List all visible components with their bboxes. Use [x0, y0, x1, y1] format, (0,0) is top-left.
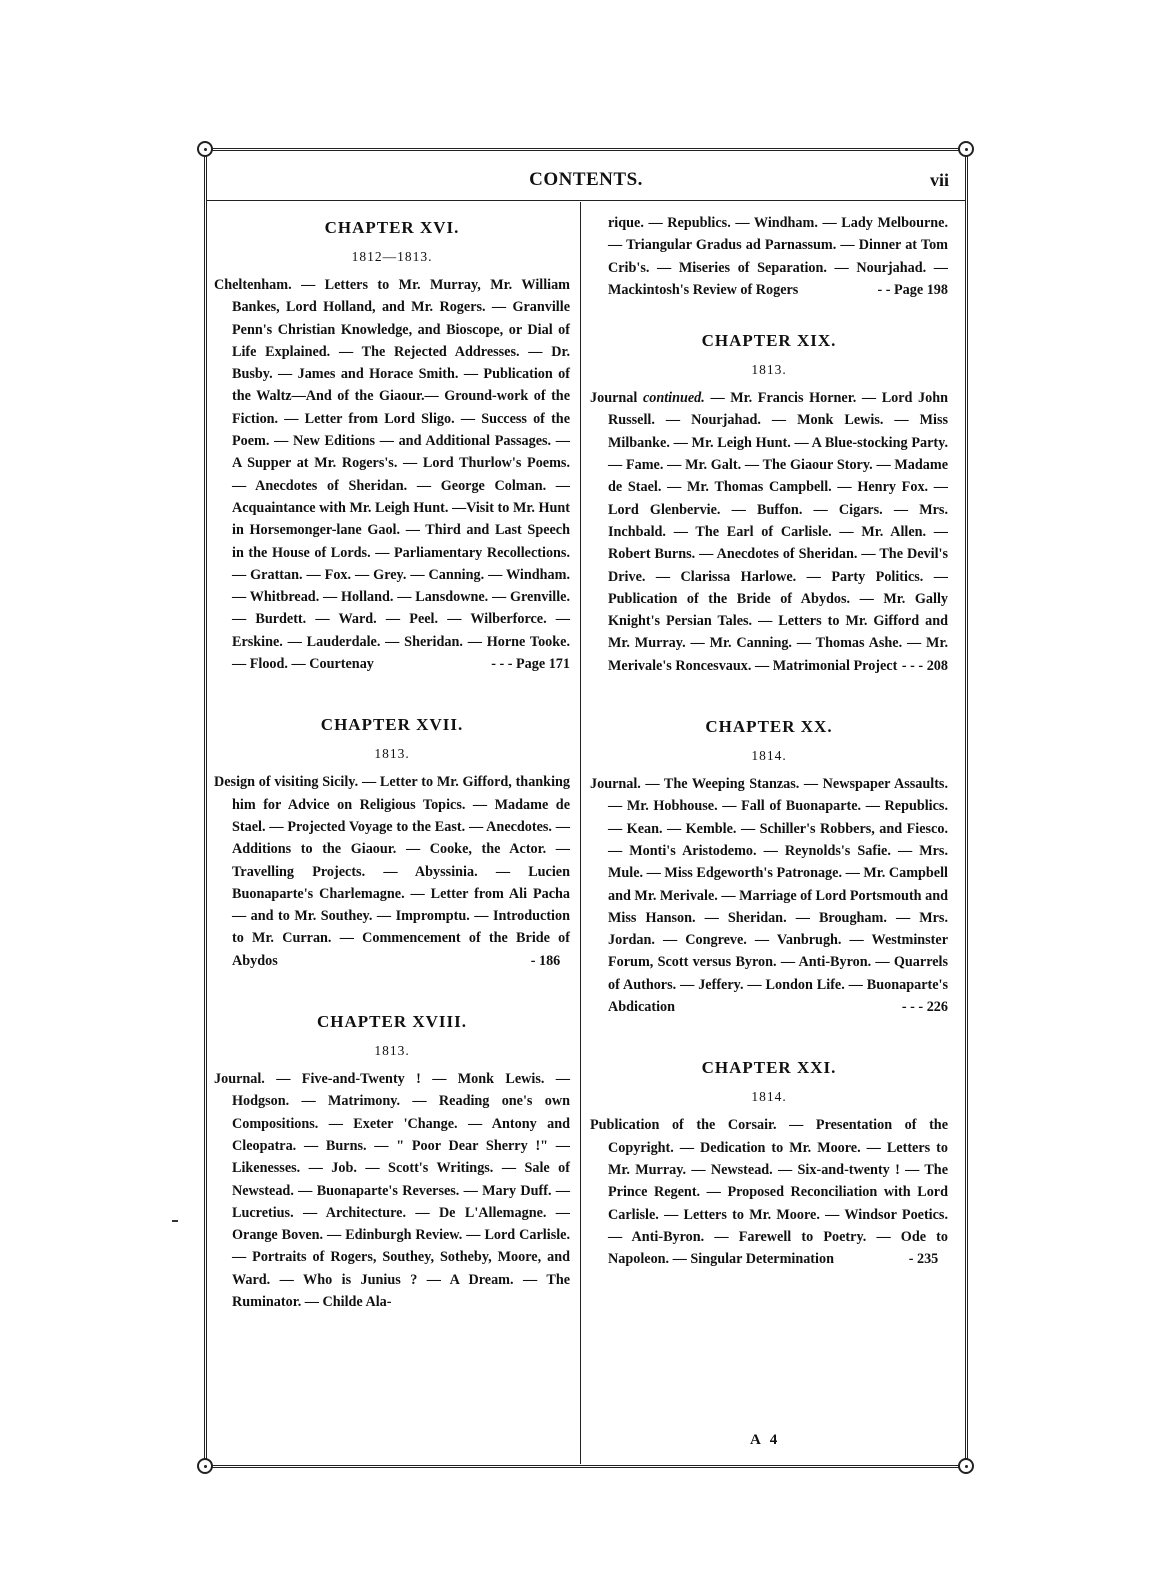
chapter-entry [590, 773, 948, 1018]
chapter-entry [590, 1114, 948, 1270]
chapter-year: 1813. [374, 1043, 410, 1059]
chapter-block [214, 216, 570, 675]
chapter-entry [214, 771, 570, 972]
chapter-title: CHAPTER XXI. [701, 1058, 837, 1078]
chapter-block [590, 329, 948, 677]
corner-ornament-top-right [958, 141, 974, 157]
entry-page-ref: - - - 226 [901, 999, 948, 1016]
entry-lead-italic: continued. [642, 390, 705, 407]
left-column [214, 212, 570, 1313]
chapter-entry [214, 274, 570, 675]
entry-text: Cheltenham. — Letters to Mr. Murray, Mr. William Bankes, Lord Holland, and Mr. Rogers. — Granville Penn's Christian Knowledge, and Bioscope, or Dial of Life Explained. — The Rejected Addresses. — Dr. Busby. — James and Horace Smith. — Publication of the Waltz—And of the Giaour.— Ground-work of the Fiction. — Letter from Lord Sligo. — Success of the Poem. — New Editions — and Additional Passages. — A Supper at Mr. Rogers's. — Lord Thurlow's Poems. — Anecdotes of Sheridan. — George Colman. — Acquaintance with Mr. Leigh Hunt. —Visit to Mr. Hunt in Horsemonger-lane Gaol. — Third and Last Speech in the House of Lords. — Parliamentary Recollections. — Grattan. — Fox. — Grey. — Canning. — Windham. — Whitbread. — Holland. — Lansdowne. — Grenville. — Burdett. — Ward. — Peel. — Wilberforce. — Erskine. — Lauderdale. — Sheridan. — Horne Tooke. — Flood. — Courtenay [214, 277, 570, 673]
header-divider [207, 200, 965, 201]
entry-page-ref: - 186 [530, 952, 561, 969]
entry-text: Publication of the Corsair. — Presentation of the Copyright. — Dedication to Mr. Moore. — Letters to Mr. Murray. — Newstead. — Six-and-twenty ! — The Prince Regent. — Proposed Reconciliation with Lord Carlisle. — Letters to Mr. Moore. — Windsor Poetics. — Anti-Byron. — Farewell to Poetry. — Ode to Napoleon. — Singular Determination [590, 1117, 948, 1268]
chapter-title: CHAPTER XVII. [320, 715, 464, 735]
column-divider [580, 202, 581, 1464]
entry-text: rique. — Republics. — Windham. — Lady Melbourne. — Triangular Gradus ad Parnassum. — Dinner at Tom Crib's. — Miseries of Separation. — Nourjahad. — Mackintosh's Review of Rogers [608, 215, 948, 298]
page-title: CONTENTS. [529, 169, 643, 190]
signature-mark: A 4 [750, 1432, 781, 1448]
chapter-entry [590, 387, 948, 677]
chapter-title: CHAPTER XX. [705, 717, 833, 737]
chapter-year: 1814. [751, 748, 787, 764]
chapter-entry [214, 1068, 570, 1313]
entry-text: — Mr. Francis Horner. — Lord John Russell. — Nourjahad. — Monk Lewis. — Miss Milbanke. — Mr. Leigh Hunt. — A Blue-stocking Party. — Fame. — Mr. Galt. — The Giaour Story. — Madame de Stael. — Mr. Thomas Campbell. — Henry Fox. — Lord Glenbervie. — Buffon. — Cigars. — Mrs. Inchbald. — The Earl of Carlisle. — Mr. Allen. — Robert Burns. — Anecdotes of Sheridan. — The Devil's Drive. — Clarissa Harlowe. — Party Politics. — Publication of the Bride of Abydos. — Mr. Gally Knight's Persian Tales. — Letters to Mr. Gifford and Mr. Murray. — Mr. Canning. — Thomas Ashe. — Mr. Merivale's Roncesvaux. — Matrimonial Project [608, 390, 949, 674]
chapter-title: CHAPTER XIX. [701, 331, 837, 351]
entry-text: Journal. — The Weeping Stanzas. — Newspaper Assaults. — Mr. Hobhouse. — Fall of Buonaparte. — Republics. — Kean. — Kemble. — Schiller's Robbers, and Fiesco. — Monti's Aristodemo. — Reynolds's Safie. — Mrs. Mule. — Miss Edgeworth's Patronage. — Mr. Campbell and Mr. Merivale. — Marriage of Lord Portsmouth and Miss Hanson. — Sheridan. — Brougham. — Mrs. Jordan. — Congreve. — Vanbrugh. — Westminster Forum, Scott versus Byron. — Anti-Byron. — Quarrels of Authors. — Jeffery. — London Life. — Buonaparte's Abdication [590, 776, 948, 1016]
chapter-block [214, 1010, 570, 1313]
chapter-year: 1812—1813. [351, 249, 433, 264]
entry-page-ref: - - - Page 171 [491, 656, 570, 673]
corner-ornament-bottom-right [958, 1458, 974, 1474]
entry-text: Journal. — Five-and-Twenty ! — Monk Lewis. — Hodgson. — Matrimony. — Reading one's own Compositions. — Exeter 'Change. — Antony and Cleopatra. — Burns. — " Poor Dear Sherry !" — Likenesses. — Job. — Scott's Writings. — Sale of Newstead. — Buonaparte's Reverses. — Mary Duff. — Lucretius. — Architecture. — De L'Allemagne. — Orange Boven. — Edinburgh Review. — Lord Carlisle. — Portraits of Rogers, Southey, Sotheby, Moore, and Ward. — Who is Junius ? — A Dream. — The Ruminator. — Childe Ala- [214, 1071, 570, 1310]
chapter-block [590, 715, 948, 1018]
chapter-year: 1814. [751, 1089, 787, 1105]
chapter-year: 1813. [751, 362, 787, 378]
chapter-block [590, 1056, 948, 1270]
continued-entry [590, 212, 948, 301]
chapter-title: CHAPTER XVIII. [316, 1012, 468, 1032]
margin-mark [172, 1220, 178, 1222]
entry-page-ref: - - Page 198 [877, 281, 948, 298]
entry-text: Design of visiting Sicily. — Letter to Mr. Gifford, thanking him for Advice on Religious Topics. — Madame de Stael. — Projected Voyage to the East. — Anecdotes. — Additions to the Giaour. — Cooke, the Actor. — Travelling Projects. — Abyssinia. — Lucien Buonaparte's Charlemagne. — Letter from Ali Pacha — and to Mr. Southey. — Impromptu. — Introduction to Mr. Curran. — Commencement of the Bride of Abydos [214, 774, 570, 969]
right-column [590, 212, 948, 1270]
entry-page-ref: - - - 208 [901, 657, 948, 674]
corner-ornament-top-left [197, 141, 213, 157]
entry-page-ref: - 235 [908, 1251, 939, 1268]
chapter-block [214, 713, 570, 972]
page-numeral: vii [929, 170, 949, 190]
chapter-title: CHAPTER XVI. [324, 218, 460, 237]
chapter-year: 1813. [374, 746, 410, 762]
corner-ornament-bottom-left [197, 1458, 213, 1474]
entry-lead: Journal [590, 390, 638, 407]
